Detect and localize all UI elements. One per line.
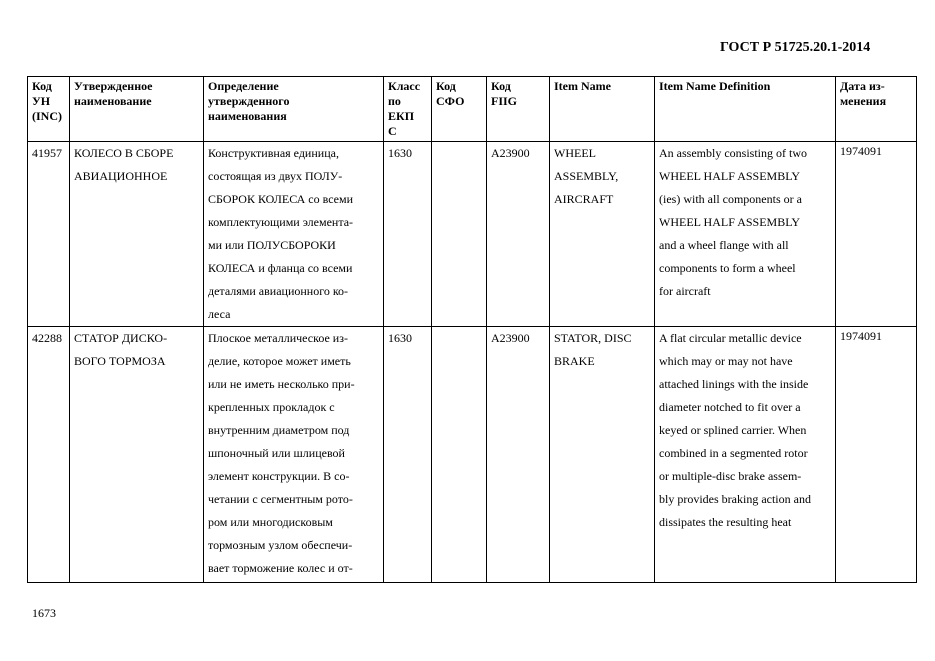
text-line: АВИАЦИОННОЕ xyxy=(74,169,168,183)
text-line: and a wheel flange with all xyxy=(659,238,789,252)
cell-definition xyxy=(204,327,384,583)
cell-class: 1630 xyxy=(384,142,432,327)
text-line: наименования xyxy=(208,109,287,123)
text-line: УН xyxy=(32,94,51,108)
text-line: КОЛЕСА и фланца со всеми xyxy=(208,261,353,275)
table-row xyxy=(28,327,917,583)
text-line: вает торможение колес и от- xyxy=(208,561,353,575)
text-line: ми или ПОЛУСБОРОКИ xyxy=(208,238,336,252)
text-line: WHEEL HALF ASSEMBLY xyxy=(659,169,801,183)
text-line: BRAKE xyxy=(554,354,595,368)
table-row xyxy=(28,142,917,327)
text-line: bly provides braking action and xyxy=(659,492,811,506)
text-line: Код xyxy=(436,79,456,93)
cell-item-name-definition xyxy=(655,142,836,327)
text-line: Код xyxy=(491,79,511,93)
text-line: attached linings with the inside xyxy=(659,377,809,391)
text-line: AIRCRAFT xyxy=(554,192,614,206)
text-line: четании с сегментным рото- xyxy=(208,492,353,506)
text-line: components to form a wheel xyxy=(659,261,796,275)
header-row xyxy=(28,77,917,142)
text-line: Плоское металлическое из- xyxy=(208,331,348,345)
text-line: Утвержденное xyxy=(74,79,153,93)
text-line: менения xyxy=(840,94,887,108)
text-line: С xyxy=(388,124,397,138)
text-line: внутренним диаметром под xyxy=(208,423,350,437)
text-line: WHEEL HALF ASSEMBLY xyxy=(659,215,801,229)
text-line: dissipates the resulting heat xyxy=(659,515,792,529)
text-line: крепленных прокладок с xyxy=(208,400,335,414)
cell-inc: 42288 xyxy=(28,327,70,583)
text-line: СБОРОК КОЛЕСА со всеми xyxy=(208,192,354,206)
text-line: или не иметь несколько при- xyxy=(208,377,355,391)
col-header-fiig xyxy=(487,77,550,142)
page-number: 1673 xyxy=(32,606,56,620)
text-line: STATOR, DISC xyxy=(554,331,632,345)
col-header-class xyxy=(384,77,432,142)
text-line: шпоночный или шлицевой xyxy=(208,446,345,460)
text-line: which may or may not have xyxy=(659,354,793,368)
text-line: тормозным узлом обеспечи- xyxy=(208,538,353,552)
cell-fiig: A23900 xyxy=(487,142,550,327)
text-line: ВОГО ТОРМОЗА xyxy=(74,354,166,368)
text-line: состоящая из двух ПОЛУ- xyxy=(208,169,343,183)
col-header-change-date xyxy=(836,77,917,142)
cell-approved-name xyxy=(70,327,204,583)
cell-change-date: 1974091 xyxy=(836,142,917,327)
cell-fiig: A23900 xyxy=(487,327,550,583)
text-line: СФО xyxy=(436,94,465,108)
text-line: Код xyxy=(32,79,52,93)
col-header-item-name xyxy=(550,77,655,142)
text-line: КОЛЕСО В СБОРЕ xyxy=(74,146,174,160)
cell-item-name xyxy=(550,327,655,583)
cell-class: 1630 xyxy=(384,327,432,583)
text-line: комплектующими элемента- xyxy=(208,215,354,229)
text-line: FIIG xyxy=(491,94,518,108)
text-line: (INC) xyxy=(32,109,62,123)
text-line: keyed or splined carrier. When xyxy=(659,423,807,437)
text-line: (ies) with all components or a xyxy=(659,192,802,206)
text-line: деталями авиационного ко- xyxy=(208,284,349,298)
text-line: WHEEL xyxy=(554,146,596,160)
text-line: combined in a segmented rotor xyxy=(659,446,808,460)
cell-approved-name xyxy=(70,142,204,327)
text-line: Item Name Definition xyxy=(659,79,771,93)
text-line: Класс xyxy=(388,79,421,93)
text-line: по xyxy=(388,94,401,108)
text-line: ASSEMBLY, xyxy=(554,169,619,183)
cell-definition xyxy=(204,142,384,327)
col-header-inc xyxy=(28,77,70,142)
text-line: Конструктивная единица, xyxy=(208,146,339,160)
text-line: or multiple-disc brake assem- xyxy=(659,469,802,483)
cell-sfo xyxy=(432,327,487,583)
text-line: A flat circular metallic device xyxy=(659,331,802,345)
col-header-sfo xyxy=(432,77,487,142)
cell-item-name-definition xyxy=(655,327,836,583)
document-header: ГОСТ Р 51725.20.1-2014 xyxy=(720,40,871,55)
text-line: леса xyxy=(208,307,231,321)
text-line: делие, которое может иметь xyxy=(208,354,351,368)
text-line: наименование xyxy=(74,94,152,108)
text-line: ром или многодисковым xyxy=(208,515,333,529)
text-line: элемент конструкции. В со- xyxy=(208,469,350,483)
cell-sfo xyxy=(432,142,487,327)
text-line: diameter notched to fit over a xyxy=(659,400,801,414)
text-line: An assembly consisting of two xyxy=(659,146,807,160)
catalog-table xyxy=(27,76,917,583)
col-header-approved-name xyxy=(70,77,204,142)
col-header-definition xyxy=(204,77,384,142)
text-line: СТАТОР ДИСКО- xyxy=(74,331,168,345)
text-line: Определение xyxy=(208,79,279,93)
text-line: ЕКП xyxy=(388,109,415,123)
text-line: Дата из- xyxy=(840,79,885,93)
cell-item-name xyxy=(550,142,655,327)
text-line: for aircraft xyxy=(659,284,711,298)
col-header-item-name-definition xyxy=(655,77,836,142)
text-line: утвержденного xyxy=(208,94,290,108)
text-line: Item Name xyxy=(554,79,611,93)
cell-change-date: 1974091 xyxy=(836,327,917,583)
cell-inc: 41957 xyxy=(28,142,70,327)
